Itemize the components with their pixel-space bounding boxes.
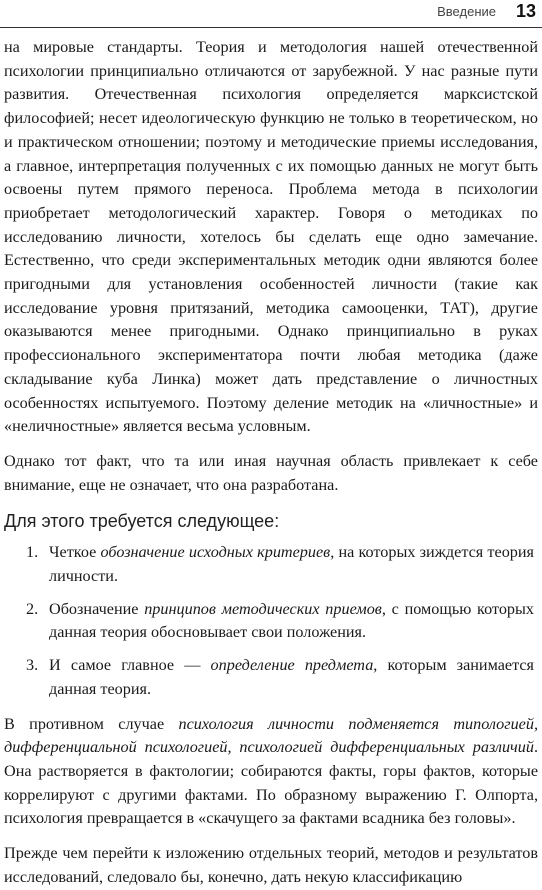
paragraph-text: . Она растворяется в фактологии; собираются факты, горы фактов, которые коррелируют с другими фактами. По образному выражению Г. Олпорта, психология превращается в «скачущего за фактами всадника без головы».	[4, 738, 538, 828]
list-emphasis: обозначение исходных критериев	[100, 543, 331, 562]
paragraph-4: Прежде чем перейти к изложению отдельных теорий, методов и результатов исследований, следовало бы, конечно, дать некую классификацию	[4, 844, 538, 886]
paragraph-emphasis: психология личности подменяется типологией, дифференциальной психологией, психологией дифференциальных различий	[4, 714, 538, 757]
requirements-list	[4, 541, 538, 701]
list-emphasis: принципов методических приемов	[144, 599, 382, 618]
paragraph-text: В противном случае	[4, 714, 179, 733]
list-item	[4, 598, 538, 645]
list-emphasis: определение предмета	[210, 656, 374, 675]
paragraph-2: Однако тот факт, что та или иная научная область привлекает к себе внимание, еще не означает, что она разработана.	[4, 451, 538, 494]
running-head: Введение	[437, 4, 496, 19]
page-body	[4, 36, 538, 890]
paragraph-1: на мировые стандарты. Теория и методология нашей отечественной психологии принципиально отличаются от зарубежной. У нас разные пути развития. Отечественная психология определяется марксистской философией; несет идеологическую функцию не только в теоретическом, но и практическом отношении; поэтому и методические приемы исследования, а главное, интерпретация полученных с их помощью данных не могут быть освоены путем прямого переноса. Проблема метода в психологии приобретает методологический характер. Говоря о методиках по исследованию личности, хотелось бы сделать еще одно замечание. Естественно, что среди экспериментальных методик одни являются более пригодными для установления особенностей личности (такие как исследование уровня притязаний, методика самооценки, ТАТ), другие оказываются менее пригодными. Однако принципиально в руках профессионального экспериментатора почти любая методика (даже складывание куба Линка) может дать представление о личностных особенностях испытуемого. Поэтому деление методик на «личностные» и «неличностные» является весьма условным.	[4, 38, 538, 436]
list-text: , с помощью которых данная теория обосновывает свои положения.	[49, 599, 534, 642]
list-item	[4, 541, 538, 588]
list-number: 2.	[26, 599, 39, 618]
list-text: , на которых зиждется теория личности.	[49, 543, 534, 586]
page-header	[0, 0, 542, 28]
paragraph-3	[4, 713, 538, 832]
list-number: 1.	[26, 543, 39, 562]
list-item	[4, 654, 538, 701]
list-text: Обозначение	[49, 599, 145, 618]
page-number: 13	[515, 1, 536, 21]
list-number: 3.	[26, 656, 39, 675]
subheading: Для этого требуется следующее:	[4, 511, 280, 532]
list-text: Четкое	[49, 543, 101, 562]
list-text: И самое главное —	[49, 656, 211, 675]
list-text: , которым занимается данная теория.	[49, 656, 534, 698]
header-rule	[0, 27, 542, 28]
